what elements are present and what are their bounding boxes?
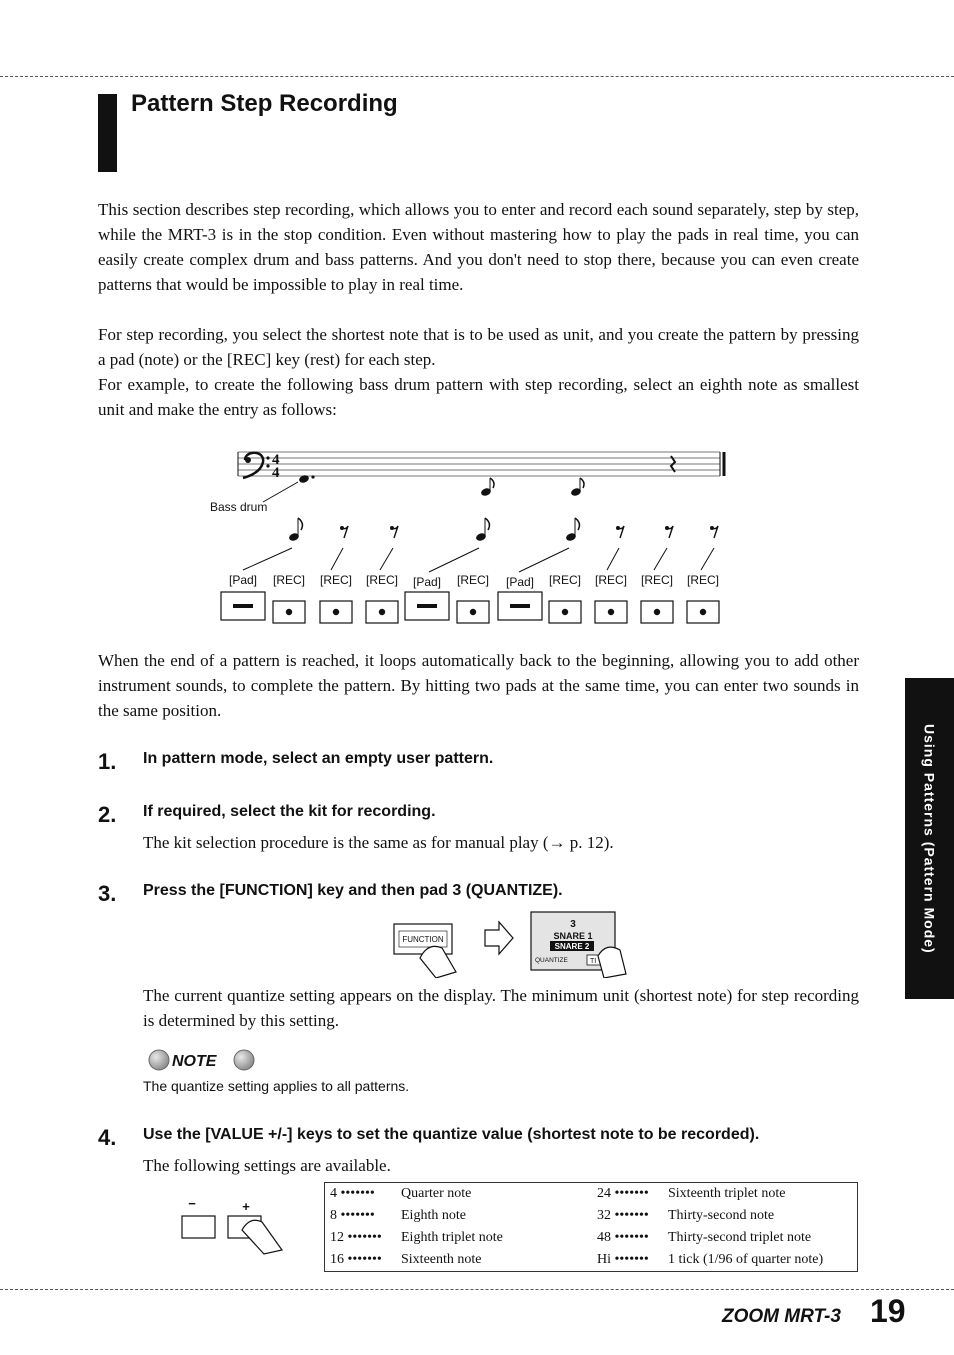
setting-description: Sixteenth note (401, 1252, 482, 1267)
loop-paragraph: When the end of a pattern is reached, it loops automatically back to the beginning, allowing you to add other instrument sounds, to complete the pattern. By hitting two pads at the same time, you can enter two sounds in the same position. (98, 651, 859, 720)
setting-description: Eighth note (401, 1208, 466, 1223)
rec-step-button (366, 601, 398, 623)
example-paragraph: For example, to create the following bass drum pattern with step recording, select an eighth note as smallest unit and make the entry as follows: (98, 375, 859, 419)
function-pad-illustration (390, 910, 630, 978)
step-1-heading: In pattern mode, select an empty user pattern. (143, 750, 494, 767)
title-bar (98, 94, 117, 172)
function-key-label: FUNCTION (402, 935, 444, 944)
setting-value: 32 ••••••• (597, 1208, 649, 1223)
finger-press-icon (598, 947, 626, 978)
pad-tab: TI (590, 958, 597, 965)
setting-value: 24 ••••••• (597, 1186, 649, 1201)
expanded-eighth-rest (340, 526, 348, 538)
finger-press-icon (242, 1220, 282, 1254)
pad-label: QUANTIZE (535, 957, 568, 964)
plus-key-label: + (242, 1199, 250, 1214)
staff-note-3 (570, 478, 584, 497)
setting-value: 8 ••••••• (330, 1208, 375, 1223)
setting-description: 1 tick (1/96 of quarter note) (668, 1252, 824, 1267)
note-label: NOTE (172, 1053, 217, 1070)
step-label-rec: [REC] (594, 573, 628, 587)
setting-value: Hi ••••••• (597, 1252, 649, 1267)
setting-value: 16 ••••••• (330, 1252, 382, 1267)
setting-description: Eighth triplet note (401, 1230, 503, 1245)
rec-step-button (273, 601, 305, 623)
step-label-pad: [Pad] (228, 573, 258, 587)
expanded-eighth-rest (710, 526, 718, 538)
svg-text:4: 4 (272, 465, 280, 481)
value-minus-key (182, 1216, 215, 1238)
note-text: The quantize setting applies to all patterns. (143, 1078, 410, 1094)
step-label-rec: [REC] (456, 573, 490, 587)
page-number: 19 (870, 1293, 906, 1329)
setting-description: Sixteenth triplet note (668, 1186, 786, 1201)
pad-step-button (221, 592, 265, 620)
quantize-settings-table (324, 1182, 858, 1272)
pad-step-button (405, 592, 449, 620)
pad-step-button (498, 592, 542, 620)
bass-clef-icon (243, 453, 270, 478)
expanded-eighth-note (565, 518, 579, 542)
step-3-number: 3. (98, 881, 117, 906)
step-2-heading: If required, select the kit for recording. (143, 803, 436, 820)
footer-brand: ZOOM MRT-3 (722, 1306, 841, 1327)
setting-description: Quarter note (401, 1186, 472, 1201)
setting-value: 12 ••••••• (330, 1230, 382, 1245)
step-label-rec: [REC] (548, 573, 582, 587)
step-label-pad: [Pad] (412, 575, 442, 589)
value-keys-illustration (176, 1196, 291, 1256)
setting-description: Thirty-second note (668, 1208, 775, 1223)
step-2-text: The kit selection procedure is the same as for manual play (→ p. 12). (143, 833, 614, 852)
step-label-rec: [REC] (272, 573, 306, 587)
intro-paragraph: This section describes step recording, which allows you to enter and record each sound separately, step by step, while the MRT-3 is in the stop condition. Even without mastering how to play the pads in real time, you can easily create complex drum and bass patterns. And you don't need to stop there, because you can even create patterns that would be impossible to play in real time. (98, 200, 859, 294)
rec-step-button (549, 601, 581, 623)
setting-description: Thirty-second triplet note (668, 1230, 812, 1245)
rec-step-button (457, 601, 489, 623)
note-bullet-icon (149, 1050, 169, 1070)
step-label-pad: [Pad] (505, 575, 535, 589)
pad-number: 3 (570, 919, 576, 930)
note-badge (147, 1048, 259, 1072)
pad-line-1: SNARE 1 (553, 931, 593, 941)
bottom-divider (0, 1289, 954, 1290)
minus-key-label: − (188, 1196, 196, 1211)
setting-value: 48 ••••••• (597, 1230, 649, 1245)
note-bullet-icon (234, 1050, 254, 1070)
step-3-heading: Press the [FUNCTION] key and then pad 3 (QUANTIZE). (143, 882, 563, 899)
step-label-rec: [REC] (686, 573, 720, 587)
rec-step-button (320, 601, 352, 623)
expanded-eighth-rest (616, 526, 624, 538)
step-3-text: The current quantize setting appears on the display. The minimum unit (shortest note) for step recording is determined by this setting. (143, 986, 859, 1030)
expanded-eighth-rest (390, 526, 398, 538)
section-title: Pattern Step Recording (131, 90, 398, 117)
expanded-eighth-note (288, 518, 302, 542)
rec-step-button (687, 601, 719, 623)
step-4-heading: Use the [VALUE +/-] keys to set the quantize value (shortest note to be recorded). (143, 1126, 760, 1143)
bass-drum-notation-diagram (205, 442, 735, 632)
step-label-rec: [REC] (365, 573, 399, 587)
instrument-label: Bass drum (210, 500, 268, 514)
step-label-rec: [REC] (319, 573, 353, 587)
side-tab-label: Using Patterns (Pattern Mode) (921, 723, 938, 954)
arrow-right-icon (485, 922, 513, 954)
setting-value: 4 ••••••• (330, 1186, 375, 1201)
top-divider (0, 76, 954, 77)
svg-text:4: 4 (272, 452, 280, 468)
expanded-eighth-rest (665, 526, 673, 538)
pad-line-2: SNARE 2 (554, 942, 590, 951)
staff-note-2 (480, 478, 494, 497)
step-label-rec: [REC] (640, 573, 674, 587)
step-4-text: The following settings are available. (143, 1156, 391, 1175)
step-4-number: 4. (98, 1125, 117, 1150)
step-2-number: 2. (98, 802, 117, 827)
step-1-number: 1. (98, 749, 117, 774)
rec-step-button (641, 601, 673, 623)
rec-step-button (595, 601, 627, 623)
unit-paragraph: For step recording, you select the shortest note that is to be used as unit, and you create the pattern by pressing a pad (note) or the [REC] key (rest) for each step. (98, 325, 859, 369)
expanded-eighth-note (475, 518, 489, 542)
